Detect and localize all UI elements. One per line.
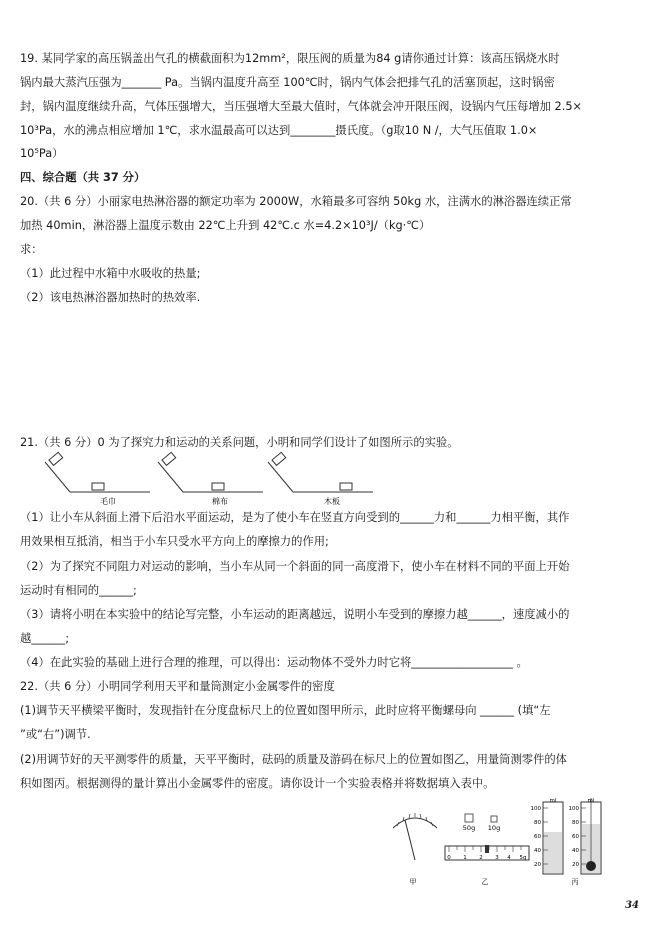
q22-part-2b: 积如图丙。根据测得的量计算出小金属零件的密度。请你设计一个实验表格并将数据填入表中。 <box>20 777 495 790</box>
pointer <box>405 820 415 860</box>
q19-line-3: 封，锅内温度继续升高，气体压强增大，当压强增大至最大值时，气体就会冲开限压阀，设锅内气压每增加 2.5× <box>20 100 582 113</box>
scale-tick-label: 4 <box>507 855 511 861</box>
car-icon <box>272 452 286 465</box>
cylinders-figure <box>531 798 602 886</box>
weight-50g-label: 50g <box>462 824 476 832</box>
figure-label-c: 丙 <box>571 878 579 886</box>
car-icon <box>340 483 352 490</box>
q20-part-1: （1）此过程中水箱中水吸收的热量; <box>20 267 201 280</box>
q21-part-1a: （1）让小车从斜面上滑下后沿水平面运动，是为了使小车在竖直方向受到的______力和______力相平衡，其作 <box>20 511 570 524</box>
q21-part-2b: 运动时有相同的______; <box>20 584 137 597</box>
q21-part-4: （4）在此实验的基础上进行合理的推理，可以得出：运动物体不受外力时它将__________________ 。 <box>20 656 528 669</box>
cylinder-mark: 20 <box>572 862 579 868</box>
scale-tick-label: 5g <box>519 855 527 861</box>
cylinder-mark: 80 <box>572 820 579 826</box>
surface-label-cotton: 棉布 <box>212 497 228 506</box>
q20-line-2: 加热 40min，淋浴器上温度示数由 22℃上升到 42℃.c 水=4.2×10³J/（kg·℃） <box>20 219 431 232</box>
cylinder-mark: 80 <box>534 820 541 826</box>
q19-line-4: 10³Pa，水的沸点相应增加 1℃，求水温最高可以达到________摄氏度。（g取10 N /，大气压值取 1.0× <box>20 124 538 137</box>
car-icon <box>162 452 176 465</box>
car-icon <box>212 483 224 490</box>
q22-part-1a: (1)调节天平横梁平衡时，发现指针在分度盘标尺上的位置如图甲所示，此时应将平衡螺母向 ______ (填“左 <box>20 704 551 717</box>
weights-scale-figure <box>445 814 529 886</box>
scale-tick-label: 0 <box>447 855 451 861</box>
cylinder-mark: 60 <box>572 834 579 840</box>
rider-icon <box>485 845 489 853</box>
unit-label: ml <box>549 798 557 804</box>
surface-label-wood: 木板 <box>324 497 340 506</box>
q21-part-3a: （3）请将小明在本实验中的结论写完整，小车运动的距离越远，说明小车受到的摩擦力越______，速度减小的 <box>20 608 570 621</box>
weight-50g-icon <box>465 814 473 822</box>
cylinder-mark: 60 <box>534 834 541 840</box>
q19-line-5: 10⁵Pa） <box>20 147 64 160</box>
scale-tick-label: 1 <box>463 855 467 861</box>
incline-towel <box>45 452 150 506</box>
q19-line-1: 19. 某同学家的高压锅盖出气孔的横截面积为12mm²，限压阀的质量为84 g请你通过计算：该高压锅烧水时 <box>20 52 560 65</box>
unit-label: ml <box>587 798 595 804</box>
scale-tick-label: 2 <box>479 855 483 861</box>
q21-part-1b: 用效果相互抵消，相当于小车只受水平方向上的摩擦力的作用; <box>20 535 329 548</box>
q21-part-3b: 越______; <box>20 632 69 645</box>
q21-part-2a: （2）为了探究不同阻力对运动的影响，当小车从同一个斜面的同一高度滑下，使小车在材料不同的平面上开始 <box>20 560 570 573</box>
q22-line-1: 22.（共 6 分）小明同学利用天平和量筒测定小金属零件的密度 <box>20 680 335 693</box>
incline-experiment-diagram <box>40 450 380 508</box>
section-heading: 四、综合题（共 37 分） <box>20 171 146 184</box>
metal-part-icon <box>586 861 596 871</box>
weight-10g-label: 10g <box>487 824 501 832</box>
q22-part-1b: ”或“右”)调节. <box>20 728 91 741</box>
figure-label-a: 甲 <box>409 878 417 886</box>
car-icon <box>49 452 63 465</box>
q19-line-2: 锅内最大蒸汽压强为_______ Pa。当锅内温度升高至 100℃时，锅内气体会把排气孔的活塞顶起，这时锅密 <box>20 76 555 89</box>
incline-cotton <box>158 452 263 506</box>
cylinder-mark: 100 <box>568 806 579 812</box>
figure-label-b: 乙 <box>481 878 489 886</box>
weight-10g-icon <box>491 816 497 822</box>
scale-tick-label: 3 <box>495 855 499 861</box>
cylinder-mark: 40 <box>534 848 541 854</box>
balance-dial-figure <box>393 813 437 886</box>
q21-line-1: 21.（共 6 分）0 为了探究力和运动的关系问题，小明和同学们设计了如图所示的实验。 <box>20 436 459 449</box>
q20-line-1: 20.（共 6 分）小丽家电热淋浴器的额定功率为 2000W，水箱最多可容纳 50kg 水，注满水的淋浴器连续正常 <box>20 195 572 208</box>
q20-part-2: （2）该电热淋浴器加热时的热效率. <box>20 291 201 304</box>
cylinder-mark: 20 <box>534 862 541 868</box>
cylinder-mark: 40 <box>572 848 579 854</box>
cylinder-mark: 100 <box>530 806 541 812</box>
incline-wood <box>268 452 373 506</box>
surface-label-towel: 毛巾 <box>100 497 116 506</box>
q22-part-2a: (2)用调节好的天平测零件的质量，天平平衡时，砝码的质量及游码在标尺上的位置如图乙，用量筒测零件的体 <box>20 753 567 766</box>
car-icon <box>92 483 104 490</box>
balance-cylinder-figures <box>385 798 625 890</box>
q20-line-3: 求： <box>20 243 43 256</box>
page-number: 34 <box>625 900 639 911</box>
